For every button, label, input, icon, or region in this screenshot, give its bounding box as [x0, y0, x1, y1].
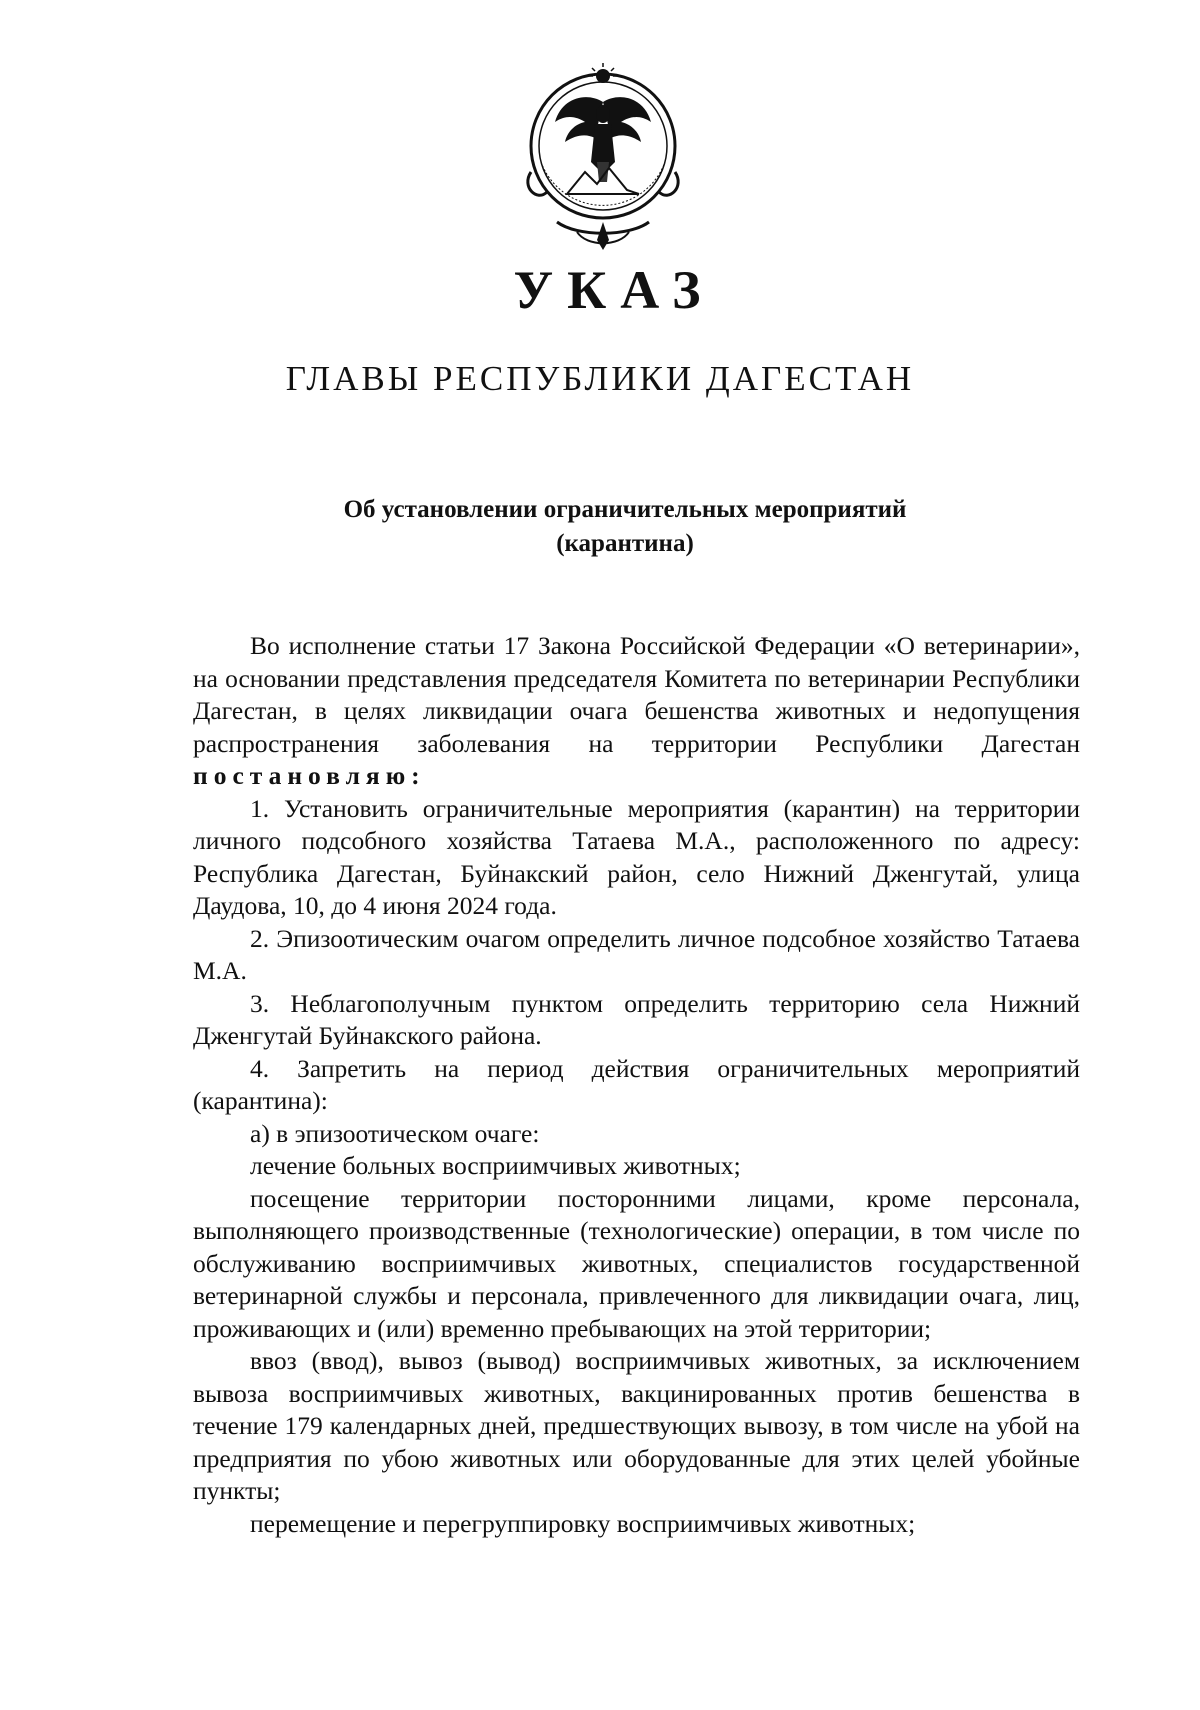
- sub-item-a: а) в эпизоотическом очаге:: [250, 1118, 540, 1148]
- item-1: 1. Установить ограничительные мероприятия (карантин) на территории личного подсобного хозяйства Татаева М.А., расположенного по адресу: Республика Дагестан, Буйнакский район, село Нижний Дженгутай, улица Даудова, 10, до 4 июня 2024 года.: [193, 793, 1080, 920]
- issuer-title: ГЛАВЫ РЕСПУБЛИКИ ДАГЕСТАН: [285, 359, 915, 398]
- coat-of-arms-emblem: [517, 62, 689, 252]
- sub-item-a-1: лечение больных восприимчивых животных;: [250, 1151, 741, 1180]
- item-2: 2. Эпизоотическим очагом определить личное подсобное хозяйство Татаева М.А.: [193, 923, 1080, 985]
- decree-title: УКАЗ: [513, 260, 715, 320]
- decree-word: постановляю:: [193, 761, 426, 790]
- item-4: 4. Запретить на период действия ограничительных мероприятий (карантина):: [193, 1053, 1080, 1115]
- sub-item-a-2: посещение территории посторонними лицами, кроме персонала, выполняющего производственные (технологические) операции, в том числе по обслуживанию восприимчивых животных, специалистов государственной ветеринарной службы и персонала, привлеченного для ликвидации очага, лиц, проживающих и (или) временно пребывающих на этой территории;: [193, 1183, 1080, 1343]
- preamble-paragraph: [193, 630, 1080, 793]
- sub-item-a-4: перемещение и перегруппировку восприимчивых животных;: [250, 1508, 916, 1538]
- decree-heading: [300, 493, 950, 561]
- preamble-text: Во исполнение статьи 17 Закона Российской Федерации «О ветеринарии», на основании представления председателя Комитета по ветеринарии Республики Дагестан, в целях ликвидации очага бешенства животных и недопущения распространения заболевания на территории Республики Дагестан: [193, 631, 1080, 758]
- sub-item-a-3: ввоз (ввод), вывоз (вывод) восприимчивых животных, за исключением вывоза восприимчивых животных, вакцинированных против бешенства в течение 179 календарных дней, предшествующих вывозу, в том числе на убой на предприятия по убою животных или оборудованные для этих целей убойные пункты;: [193, 1346, 1080, 1505]
- decree-body: [193, 630, 1080, 1540]
- heading-line-2: (карантина): [556, 530, 694, 557]
- dagestan-coat-of-arms-icon: [517, 62, 689, 252]
- heading-line-1: Об установлении ограничительных мероприятий: [343, 496, 907, 523]
- item-3: 3. Неблагополучным пунктом определить территорию села Нижний Дженгутай Буйнакского района.: [193, 988, 1080, 1050]
